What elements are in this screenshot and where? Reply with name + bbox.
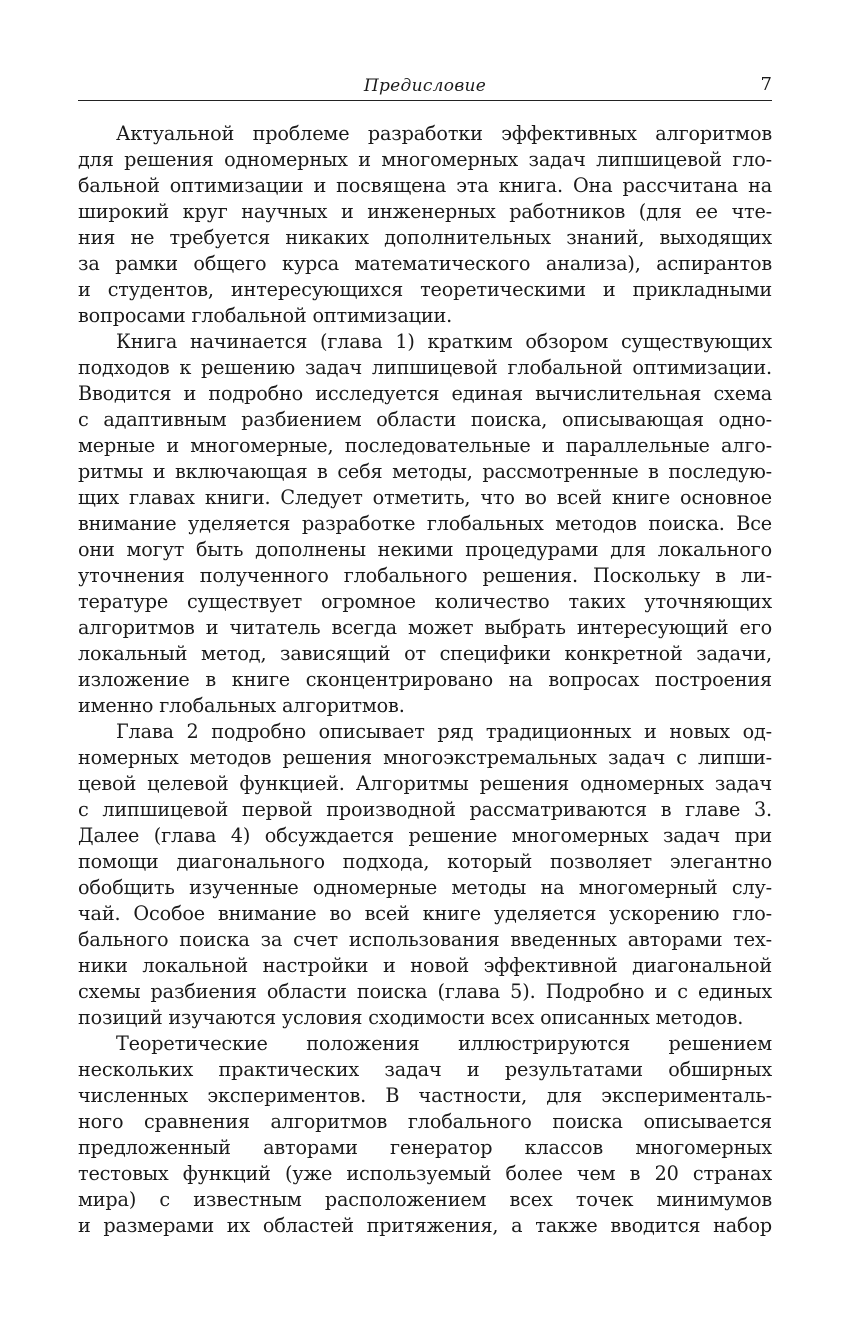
text-line: подходов к решению задач липшицевой глобальной оптимизации. <box>78 356 772 379</box>
paragraph <box>78 121 772 329</box>
text-line: ники локальной настройки и новой эффективной диагональной <box>78 954 772 977</box>
text-line: уточнения полученного глобального решения. Поскольку в ли- <box>78 564 772 587</box>
text-line: вопросами глобальной оптимизации. <box>78 304 453 327</box>
text-line: Далее (глава 4) обсуждается решение многомерных задач при <box>78 824 772 847</box>
text-line: Теоретические положения иллюстрируются решением <box>116 1032 772 1055</box>
text-line: мира) с известным расположением всех точек минимумов <box>78 1188 772 1211</box>
text-line: бальной оптимизации и посвящена эта книга. Она рассчитана на <box>78 174 772 197</box>
text-line: Вводится и подробно исследуется единая вычислительная схема <box>78 382 772 405</box>
text-line: чай. Особое внимание во всей книге уделяется ускорению гло- <box>78 902 772 925</box>
text-line: и размерами их областей притяжения, а также вводится набор <box>78 1214 772 1237</box>
text-line: номерных методов решения многоэкстремальных задач с липши- <box>78 746 772 769</box>
text-line: алгоритмов и читатель всегда может выбрать интересующий его <box>78 616 772 639</box>
text-line: щих главах книги. Следует отметить, что во всей книге основное <box>78 486 772 509</box>
text-line: за рамки общего курса математического анализа), аспирантов <box>78 252 772 275</box>
text-line: с липшицевой первой производной рассматриваются в главе 3. <box>78 798 772 821</box>
text-line: Глава 2 подробно описывает ряд традиционных и новых од- <box>116 720 772 743</box>
text-line: помощи диагонального подхода, который позволяет элегантно <box>78 850 772 873</box>
text-line: широкий круг научных и инженерных работников (для ее чте- <box>78 200 772 223</box>
text-line: они могут быть дополнены некими процедурами для локального <box>78 538 772 561</box>
text-line: внимание уделяется разработке глобальных методов поиска. Все <box>78 512 772 535</box>
text-line: ния не требуется никаких дополнительных знаний, выходящих <box>78 226 772 249</box>
text-line: предложенный авторами генератор классов многомерных <box>78 1136 772 1159</box>
text-line: нескольких практических задач и результатами обширных <box>78 1058 772 1081</box>
text-line: схемы разбиения области поиска (глава 5). Подробно и с единых <box>78 980 772 1003</box>
text-line: бального поиска за счет использования введенных авторами тех- <box>78 928 772 951</box>
text-line: для решения одномерных и многомерных задач липшицевой гло- <box>78 148 772 171</box>
running-header <box>78 74 772 101</box>
text-line: тестовых функций (уже используемый более чем в 20 странах <box>78 1162 772 1185</box>
text-line: тературе существует огромное количество таких уточняющих <box>78 590 772 613</box>
text-line: Актуальной проблеме разработки эффективных алгоритмов <box>116 122 772 145</box>
text-line: цевой целевой функцией. Алгоритмы решения одномерных задач <box>78 772 772 795</box>
page-number: 7 <box>760 74 772 95</box>
text-line: локальный метод, зависящий от специфики конкретной задачи, <box>78 642 772 665</box>
text-line: ритмы и включающая в себя методы, рассмотренные в последую- <box>78 460 772 483</box>
running-header-title: Предисловие <box>363 76 487 96</box>
paragraph <box>78 719 772 1031</box>
text-line: изложение в книге сконцентрировано на вопросах построения <box>78 668 772 691</box>
text-line: именно глобальных алгоритмов. <box>78 694 405 717</box>
text-line: ного сравнения алгоритмов глобального поиска описывается <box>78 1110 772 1133</box>
paragraph <box>78 1031 772 1239</box>
text-line: и студентов, интересующихся теоретическими и прикладными <box>78 278 772 301</box>
text-line: мерные и многомерные, последовательные и параллельные алго- <box>78 434 772 457</box>
body-text <box>78 121 772 1239</box>
text-line: численных экспериментов. В частности, для эксперименталь- <box>78 1084 772 1107</box>
text-line: обобщить изученные одномерные методы на многомерный слу- <box>78 876 772 899</box>
text-line: с адаптивным разбиением области поиска, описывающая одно- <box>78 408 772 431</box>
text-line: позиций изучаются условия сходимости всех описанных методов. <box>78 1006 744 1029</box>
text-line: Книга начинается (глава 1) кратким обзором существующих <box>116 330 772 353</box>
paragraph <box>78 329 772 719</box>
